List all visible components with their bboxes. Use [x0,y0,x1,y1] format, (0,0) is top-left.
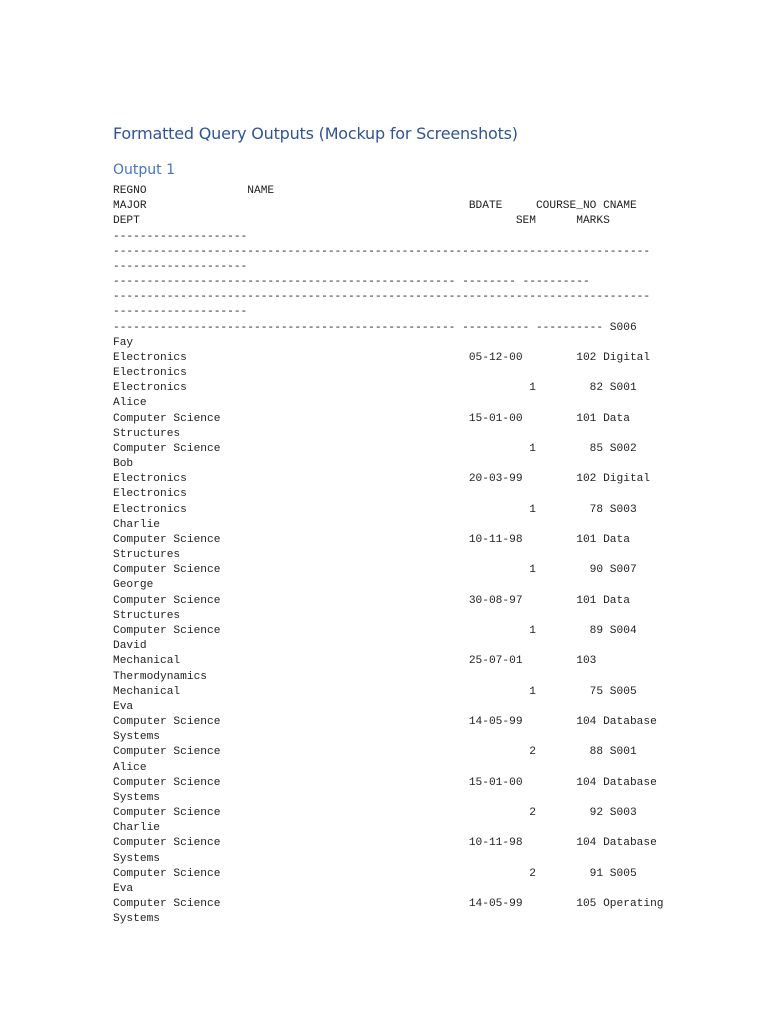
query-output-line: -------------------- [113,230,248,243]
query-output-line: Mechanical 1 75 S005 [113,685,637,698]
query-output-line: --------------------------------------------------- ---------- ---------- S006 [113,321,637,334]
section-heading-output-1: Output 1 [113,162,175,178]
query-output-line: Eva [113,700,134,713]
query-output-line: Electronics 20-03-99 102 Digital [113,473,651,486]
query-output-line: Computer Science 10-11-98 101 Data [113,533,630,546]
query-output-line: Structures [113,427,181,440]
query-output-line: -------------------- [113,260,248,273]
query-output-line: Systems [113,791,160,804]
query-output-line: Electronics 1 82 S001 [113,382,637,395]
query-output-block [113,184,664,927]
query-output-line: George [113,579,154,592]
query-output-line: Charlie [113,822,160,835]
query-output-line: Computer Science 2 92 S003 [113,807,637,820]
query-output-line: David [113,640,147,653]
query-output-line: Structures [113,609,181,622]
query-output-line: Mechanical 25-07-01 103 [113,655,597,668]
query-output-line: Charlie [113,518,160,531]
query-output-line: Computer Science 1 90 S007 [113,564,637,577]
query-output-line: Computer Science 30-08-97 101 Data [113,594,630,607]
query-output-line: MAJOR BDATE COURSE_NO CNAME [113,200,637,213]
query-output-line: Electronics 05-12-00 102 Digital [113,351,651,364]
query-output-line: Eva [113,882,134,895]
query-output-line: Thermodynamics [113,670,207,683]
query-output-line: Computer Science 15-01-00 101 Data [113,412,630,425]
query-output-line: Computer Science 2 88 S001 [113,746,637,759]
query-output-line: Bob [113,458,134,471]
query-output-line: Structures [113,549,181,562]
query-output-line: -------------------------------------------------------------------------------- [113,291,651,304]
query-output-line: --------------------------------------------------- -------- ---------- [113,276,590,289]
query-output-line: Computer Science 2 91 S005 [113,867,637,880]
query-output-line: Computer Science 1 85 S002 [113,442,637,455]
query-output-line: Electronics [113,488,187,501]
query-output-line: DEPT SEM MARKS [113,215,610,228]
query-output-line: Computer Science 15-01-00 104 Database [113,776,657,789]
query-output-line: -------------------------------------------------------------------------------- [113,245,651,258]
query-output-line: Alice [113,761,147,774]
query-output-line: Alice [113,397,147,410]
query-output-line: Computer Science 14-05-99 105 Operating [113,898,664,911]
query-output-line: Computer Science 10-11-98 104 Database [113,837,657,850]
query-output-line: Computer Science 1 89 S004 [113,624,637,637]
document-title: Formatted Query Outputs (Mockup for Screenshots) [113,124,518,143]
query-output-line: Electronics [113,367,187,380]
query-output-line: Systems [113,913,160,926]
query-output-line: Systems [113,731,160,744]
query-output-line: Systems [113,852,160,865]
query-output-line: Electronics 1 78 S003 [113,503,637,516]
query-output-line: -------------------- [113,306,248,319]
query-output-line: Fay [113,336,134,349]
query-output-line: Computer Science 14-05-99 104 Database [113,716,657,729]
query-output-line: REGNO NAME [113,185,275,197]
